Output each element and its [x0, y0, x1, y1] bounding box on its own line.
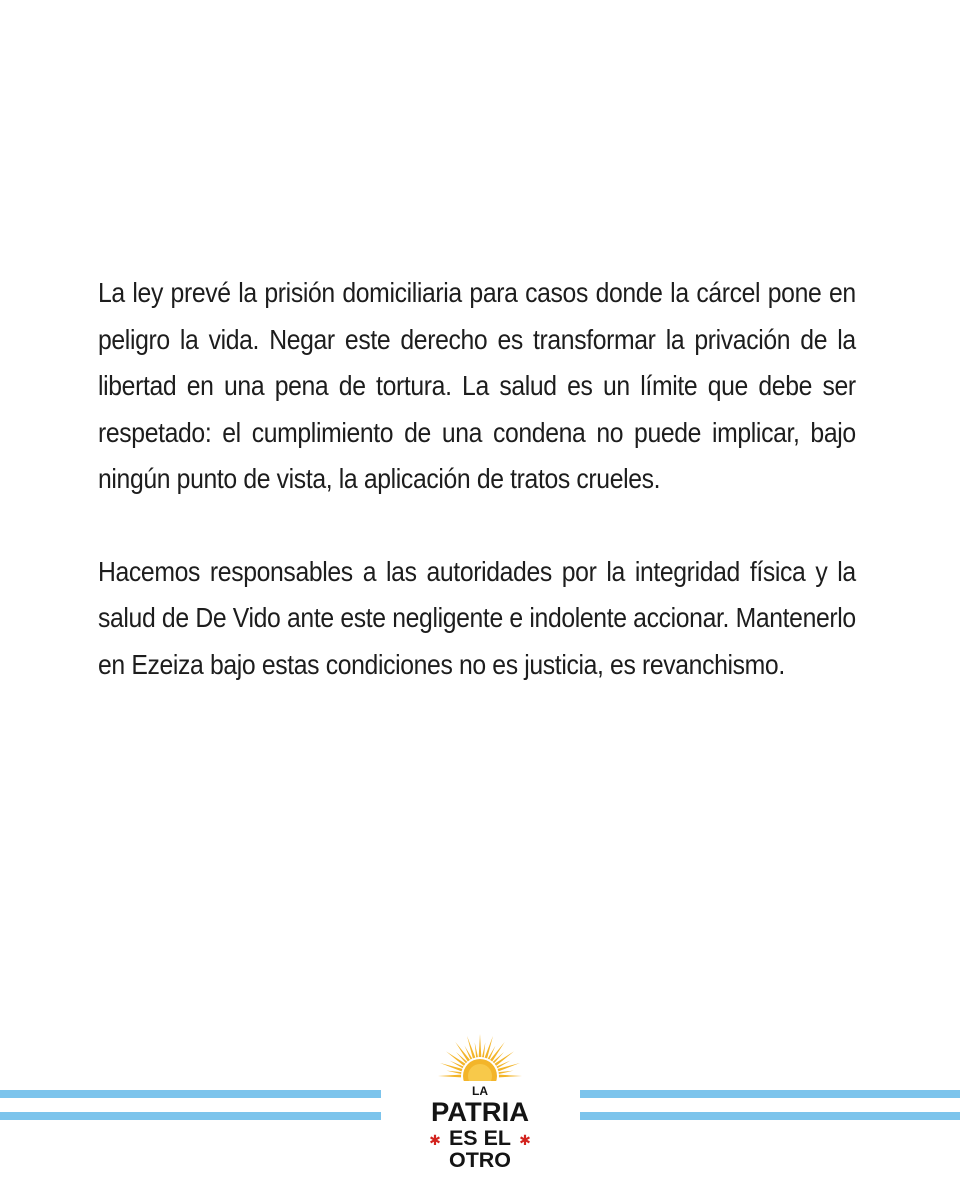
flag-stripes-left	[0, 1090, 381, 1126]
sun-ray	[467, 1036, 475, 1058]
sun-ray	[498, 1063, 520, 1071]
flag-stripes-right	[580, 1090, 960, 1126]
red-star-right-icon: ✱	[519, 1132, 531, 1148]
sun-ray	[482, 1042, 485, 1057]
logo-line-4: OTRO	[449, 1149, 511, 1172]
stripe-top	[0, 1090, 381, 1098]
logo-line-3: ES EL	[449, 1127, 512, 1150]
stripe-top	[580, 1090, 960, 1098]
sun-ray	[440, 1063, 462, 1071]
paragraph-1: La ley prevé la prisión domiciliaria para casos donde la cárcel pone en peligro la vida. Negar este derecho es transformar la privación de la libertad en una pena de tortura. La salud es un límite que debe ser respetado: el cumplimiento de una condena no puede implicar, bajo ningún punto de vista, la aplicación de tratos crueles.	[98, 277, 856, 494]
sun-ray	[446, 1071, 461, 1074]
paragraph-2: Hacemos responsables a las autoridades por la integridad física y la salud de De Vido ante este negligente e indolente accionar. Mantenerlo en Ezeiza bajo estas condiciones no es justicia, es revanchismo.	[98, 555, 856, 680]
sun-ray	[479, 1034, 482, 1057]
stripe-bottom	[0, 1112, 381, 1120]
sun-ray	[438, 1075, 461, 1078]
logo-line-2: PATRIA	[431, 1097, 529, 1127]
logo-line-1: LA	[472, 1084, 488, 1098]
stripe-bottom	[580, 1112, 960, 1120]
la-patria-es-el-otro-logo	[418, 1032, 542, 1172]
red-star-left-icon: ✱	[429, 1132, 441, 1148]
sun-ray	[499, 1075, 522, 1078]
statement-text	[98, 270, 856, 688]
logo-graphic	[418, 1032, 542, 1172]
sun-ray	[475, 1042, 478, 1057]
sun-ray	[499, 1071, 514, 1074]
sun-ray	[485, 1036, 493, 1058]
